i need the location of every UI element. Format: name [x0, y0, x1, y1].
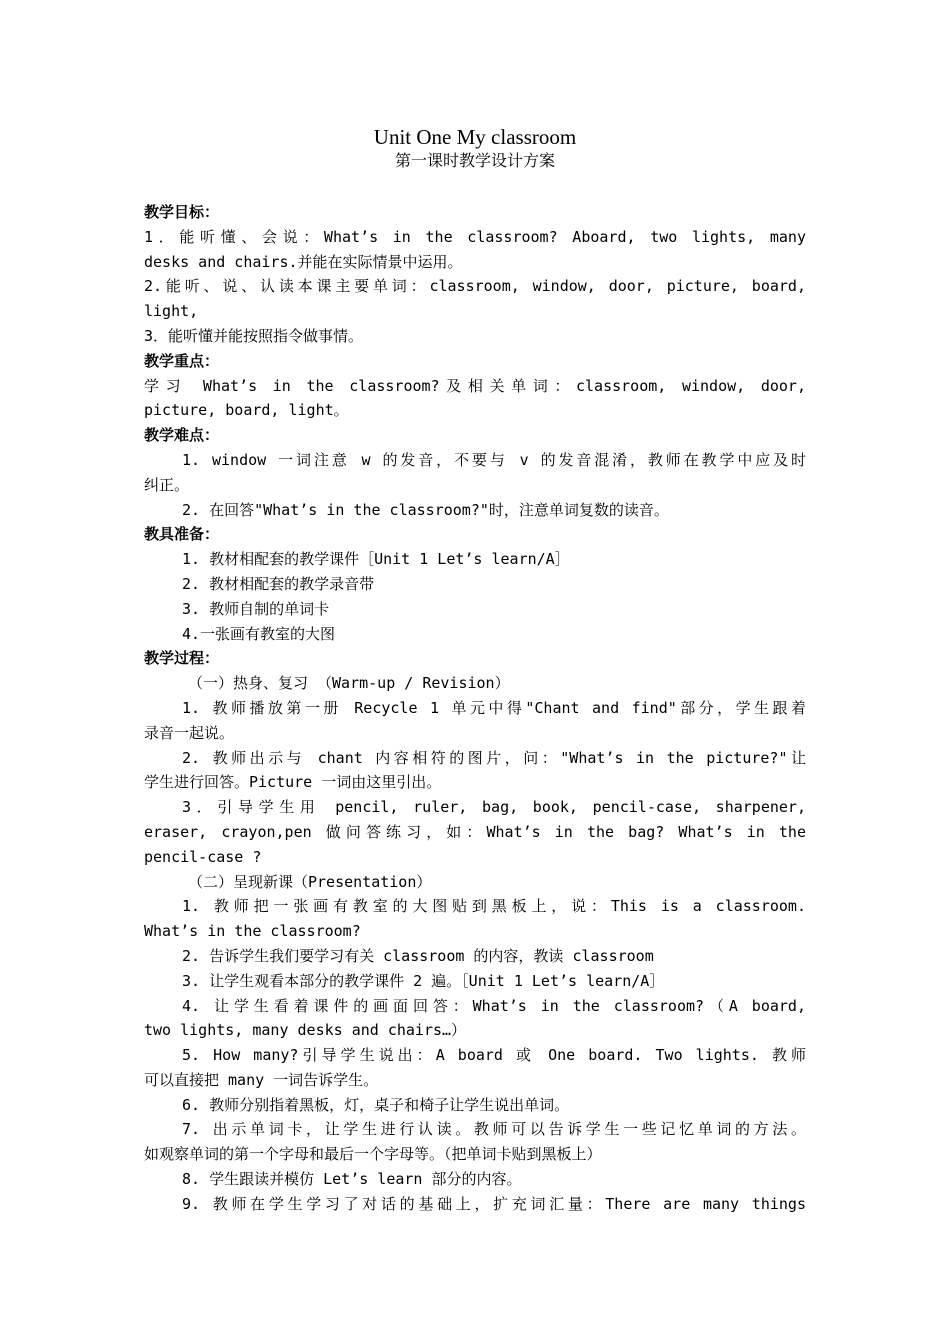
text-line: picture, board, light。	[144, 401, 349, 420]
section-heading: 教学目标：	[144, 203, 220, 221]
text-line: 2.能听、说、认读本课主要单词：classroom, window, door, picture, board,	[144, 277, 806, 296]
text-line: 学生进行回答。Picture 一词由这里引出。	[144, 773, 442, 792]
section-heading: 教具准备：	[144, 525, 220, 544]
text-line: 8. 学生跟读并模仿 Let’s learn 部分的内容。	[182, 1170, 522, 1189]
text-line: 3．引导学生用 pencil, ruler, bag, book, pencil-case, sharpener,	[182, 798, 806, 817]
text-line: 纠正。	[144, 475, 190, 494]
text-line: 1. window 一词注意 w 的发音，不要与 v 的发音混淆，教师在教学中应及时	[182, 450, 806, 469]
text-line: What’s in the classroom?	[144, 922, 361, 941]
text-line: 1. 教材相配套的教学课件［Unit 1 Let’s learn/A］	[182, 550, 570, 569]
document-body	[144, 200, 806, 1217]
text-line: 9. 教师在学生学习了对话的基础上，扩充词汇量：There are many things	[182, 1194, 806, 1213]
section-heading: 教学过程：	[144, 649, 220, 668]
text-line: 3. 让学生观看本部分的教学课件 2 遍。［Unit 1 Let’s learn/A］	[182, 971, 665, 990]
text-line: 6. 教师分别指着黑板，灯，桌子和椅子让学生说出单词。	[182, 1095, 570, 1114]
text-line: 3. 教师自制的单词卡	[182, 599, 330, 618]
text-line: two lights, many desks and chairs…）	[144, 1021, 467, 1040]
text-line: 2. 教材相配套的教学录音带	[182, 574, 375, 593]
text-line: 录音一起说。	[144, 723, 235, 742]
document-title: Unit One My classroom	[373, 125, 577, 149]
text-line: 学习 What’s in the classroom?及相关单词：classroom, window, door,	[144, 376, 806, 395]
text-line: pencil-case ?	[144, 847, 262, 866]
text-line: 2. 告诉学生我们要学习有关 classroom 的内容，教读 classroom	[182, 946, 654, 965]
text-line: eraser, crayon,pen 做问答练习，如：What’s in the bag? What’s in the	[144, 822, 806, 841]
document-subtitle: 第一课时教学设计方案	[394, 151, 555, 170]
text-line: 如观察单词的第一个字母和最后一个字母等。（把单词卡贴到黑板上）	[144, 1145, 602, 1164]
text-line: 2. 在回答"What’s in the classroom?"时，注意单词复数的读音。	[182, 500, 669, 519]
text-line: light,	[144, 302, 199, 321]
text-line: （二）呈现新课（Presentation）	[188, 872, 432, 891]
text-line: 1．能听懂、会说：What’s in the classroom? Aboard, two lights, many	[144, 227, 806, 246]
section-heading: 教学难点：	[144, 426, 220, 445]
text-line: 7. 出示单词卡，让学生进行认读。教师可以告诉学生一些记忆单词的方法。	[182, 1120, 806, 1139]
text-line: 可以直接把 many 一词告诉学生。	[144, 1070, 379, 1089]
text-line: 4.一张画有教室的大图	[182, 624, 336, 643]
text-line: 2. 教师出示与 chant 内容相符的图片，问："What’s in the picture?"让	[182, 748, 806, 767]
text-line: （一）热身、复习 （Warm-up / Revision）	[188, 674, 510, 693]
text-line: 1. 教师把一张画有教室的大图贴到黑板上，说：This is a classroom.	[182, 897, 806, 916]
text-line: 4. 让学生看着课件的画面回答：What’s in the classroom?（A board,	[182, 996, 806, 1015]
text-line: 5. How many?引导学生说出：A board 或 One board. Two lights. 教师	[182, 1046, 806, 1065]
section-heading: 教学重点：	[144, 351, 220, 370]
text-line: desks and chairs.并能在实际情景中运用。	[144, 252, 463, 271]
text-line: 1. 教师播放第一册 Recycle 1 单元中得"Chant and find"部分，学生跟着	[182, 698, 806, 717]
text-line: 3．能听懂并能按照指令做事情。	[144, 326, 364, 345]
